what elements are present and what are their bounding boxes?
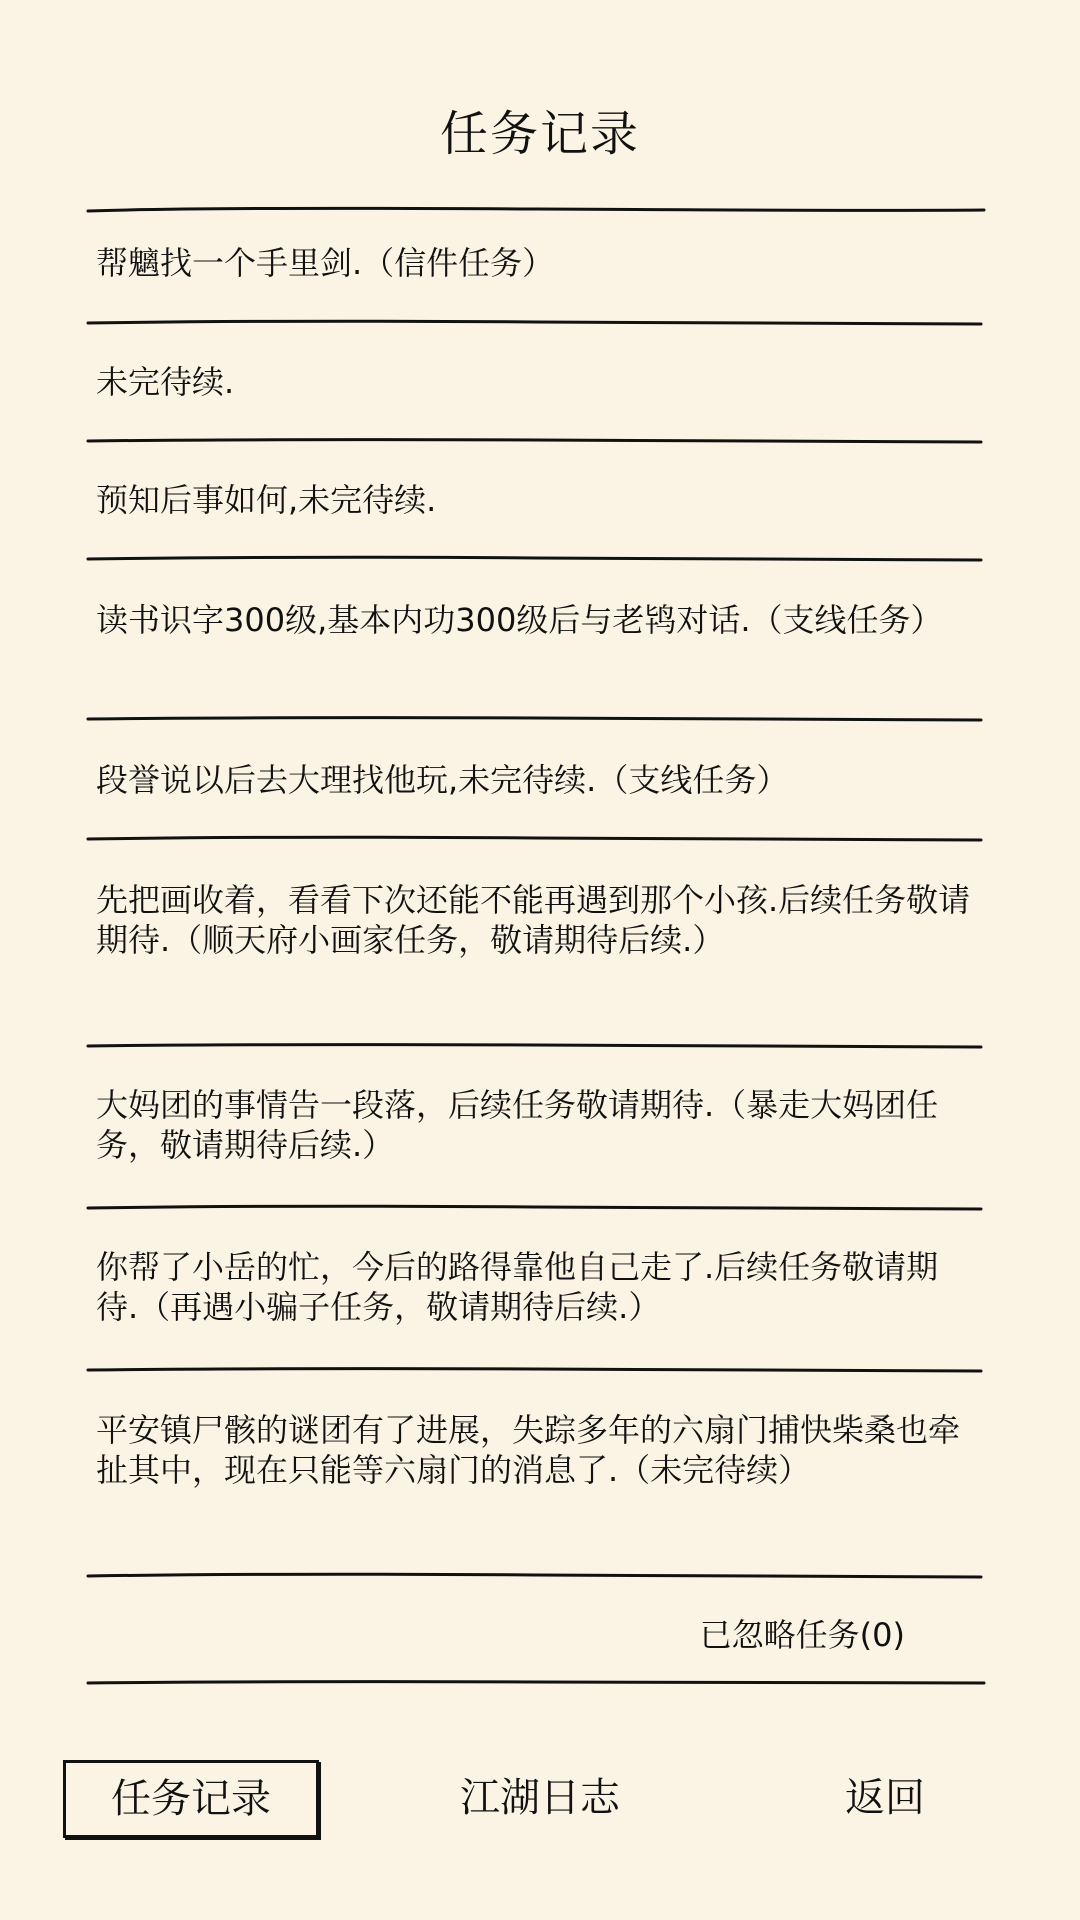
back-button[interactable]: 返回 xyxy=(845,1775,925,1821)
divider xyxy=(86,1570,986,1582)
tab-quest-log[interactable]: 任务记录 xyxy=(63,1760,319,1838)
divider xyxy=(86,833,986,845)
divider xyxy=(86,553,986,565)
quest-entry[interactable]: 先把画收着，看看下次还能不能再遇到那个小孩.后续任务敬请期待.（顺天府小画家任务，敬请期待后续.） xyxy=(96,881,971,959)
quest-entry[interactable]: 段誉说以后去大理找他玩,未完待续.（支线任务） xyxy=(96,761,789,799)
divider xyxy=(86,435,986,447)
divider xyxy=(86,1677,986,1689)
quest-entry[interactable]: 读书识字300级,基本内功300级后与老鸨对话.（支线任务） xyxy=(96,601,943,639)
quest-entry[interactable]: 你帮了小岳的忙，今后的路得靠他自己走了.后续任务敬请期待.（再遇小骗子任务，敬请期待后续.） xyxy=(96,1248,939,1326)
divider xyxy=(86,1202,986,1214)
page-title: 任务记录 xyxy=(439,106,640,162)
divider xyxy=(86,317,986,329)
quest-entry[interactable]: 帮魑找一个手里剑.（信件任务） xyxy=(96,244,555,282)
divider xyxy=(86,713,986,725)
quest-entry[interactable]: 平安镇尸骸的谜团有了进展，失踪多年的六扇门捕快柴桑也牵扯其中，现在只能等六扇门的消息了.（未完待续） xyxy=(96,1411,961,1489)
divider xyxy=(86,1364,986,1376)
quest-entry[interactable]: 未完待续. xyxy=(96,363,235,401)
divider xyxy=(86,1040,986,1052)
quest-entry[interactable]: 大妈团的事情告一段落，后续任务敬请期待.（暴走大妈团任务，敬请期待后续.） xyxy=(96,1086,939,1164)
quest-entry[interactable]: 预知后事如何,未完待续. xyxy=(96,481,437,519)
divider xyxy=(86,204,986,216)
ignored-quests-link[interactable]: 已忽略任务(0) xyxy=(699,1616,905,1654)
tab-jianghu-log[interactable]: 江湖日志 xyxy=(460,1775,620,1821)
